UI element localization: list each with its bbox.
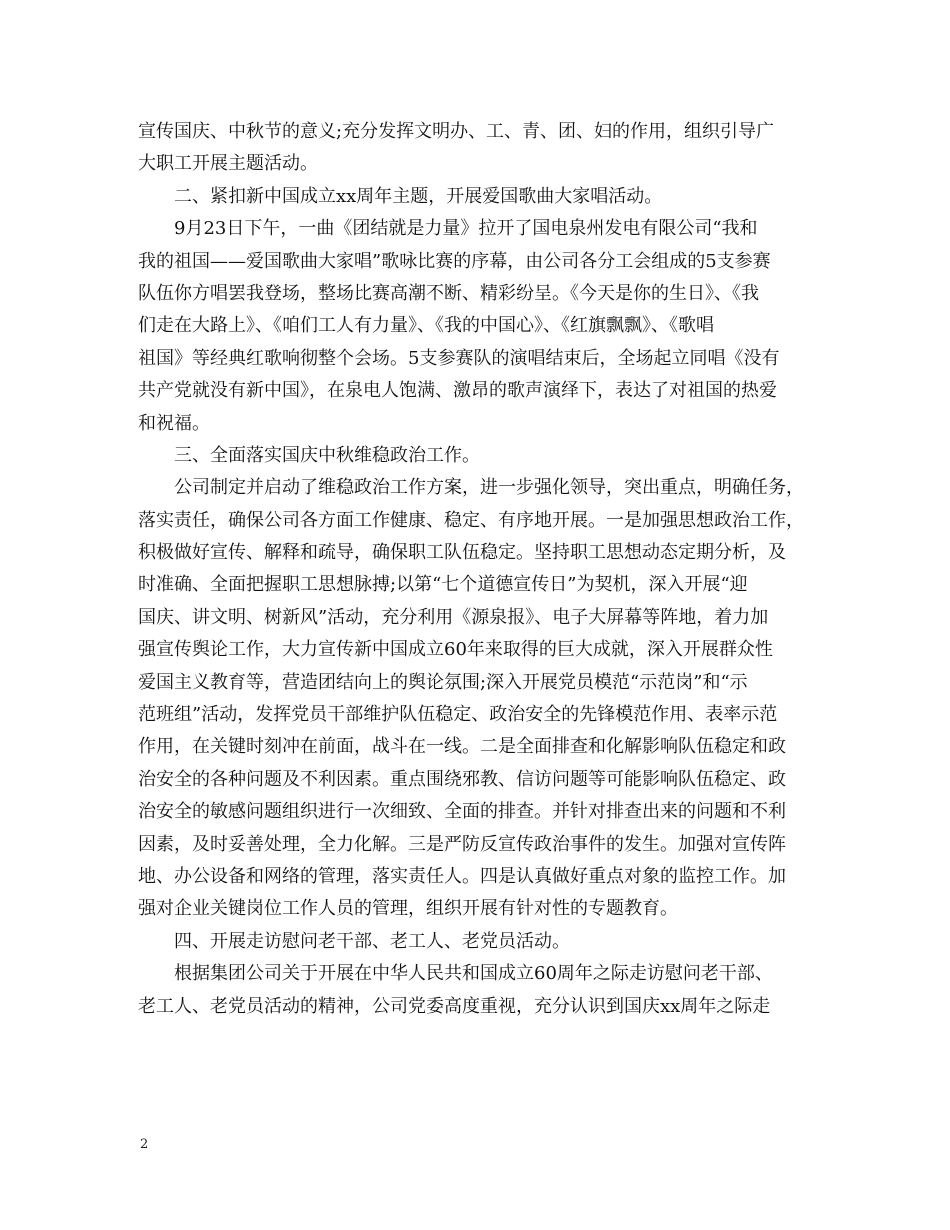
text-line: 队伍你方唱罢我登场，整场比赛高潮不断、精彩纷呈。《今天是你的生日》、《我 [138,282,759,304]
text-line: 治安全的各种问题及不利因素。重点围绕邪教、信访问题等可能影响队伍稳定、政 [138,768,786,790]
text-line: 我的祖国——爱国歌曲大家唱”歌咏比赛的序幕，由公司各分工会组成的5支参赛 [138,250,771,272]
body-text [138,116,810,1023]
text-line: 国庆、讲文明、树新风”活动，充分利用《源泉报》、电子大屏幕等阵地，着力加 [138,606,769,628]
section-heading: 四、开展走访慰问老干部、老工人、老党员活动。 [174,930,570,952]
text-line: 公司制定并启动了维稳政治工作方案，进一步强化领导，突出重点，明确任务， [174,477,804,499]
text-line: 强对企业关键岗位工作人员的管理，组织开展有针对性的专题教育。 [138,898,678,920]
text-line: 地、办公设备和网络的管理，落实责任人。四是认真做好重点对象的监控工作。加 [138,865,786,887]
text-line: 积极做好宣传、解释和疏导，确保职工队伍稳定。坚持职工思想动态定期分析，及 [138,542,786,564]
text-line: 作用，在关键时刻冲在前面，战斗在一线。二是全面排查和化解影响队伍稳定和政 [138,736,786,758]
text-line: 落实责任，确保公司各方面工作健康、稳定、有序地开展。一是加强思想政治工作， [138,509,804,531]
text-line: 和祝福。 [138,412,210,434]
section-heading: 三、全面落实国庆中秋维稳政治工作。 [174,444,480,466]
text-line: 因素，及时妥善处理，全力化解。三是严防反宣传政治事件的发生。加强对宣传阵 [138,833,786,855]
text-line: 强宣传舆论工作，大力宣传新中国成立60年来取得的巨大成就，深入开展群众性 [138,639,773,661]
page-number: 2 [140,1137,149,1152]
text-line: 们走在大路上》、《咱们工人有力量》、《我的中国心》、《红旗飘飘》、《歌唱 [138,315,714,337]
text-line: 治安全的敏感问题组织进行一次细致、全面的排查。并针对排查出来的问题和不利 [138,801,786,823]
text-line: 爱国主义教育等，营造团结向上的舆论氛围;深入开展党员模范“示范岗”和“示 [138,671,748,693]
text-line: 大职工开展主题活动。 [138,153,318,175]
text-line: 共产党就没有新中国》，在泉电人饱满、激昂的歌声演绎下，表达了对祖国的热爱 [138,380,777,402]
text-line: 老工人、老党员活动的精神，公司党委高度重视，充分认识到国庆xx周年之际走 [138,995,771,1017]
text-line: 宣传国庆、中秋节的意义;充分发挥文明办、工、青、团、妇的作用，组织引导广 [138,121,775,142]
text-line: 根据集团公司关于开展在中华人民共和国成立60周年之际走访慰问老干部、 [174,963,773,985]
text-line: 祖国》等经典红歌响彻整个会场。5支参赛队的演唱结束后，全场起立同唱《没有 [138,347,780,369]
text-line: 时准确、全面把握职工思想脉搏;以第“七个道德宣传日”为契机，深入开展“迎 [138,574,748,596]
text-line: 9月23日下午，一曲《团结就是力量》拉开了国电泉州发电有限公司“我和 [174,218,758,240]
section-heading: 二、紧扣新中国成立xx周年主题，开展爱国歌曲大家唱活动。 [174,185,663,207]
text-line: 范班组”活动，发挥党员干部维护队伍稳定、政治安全的先锋模范作用、表率示范 [138,704,778,726]
